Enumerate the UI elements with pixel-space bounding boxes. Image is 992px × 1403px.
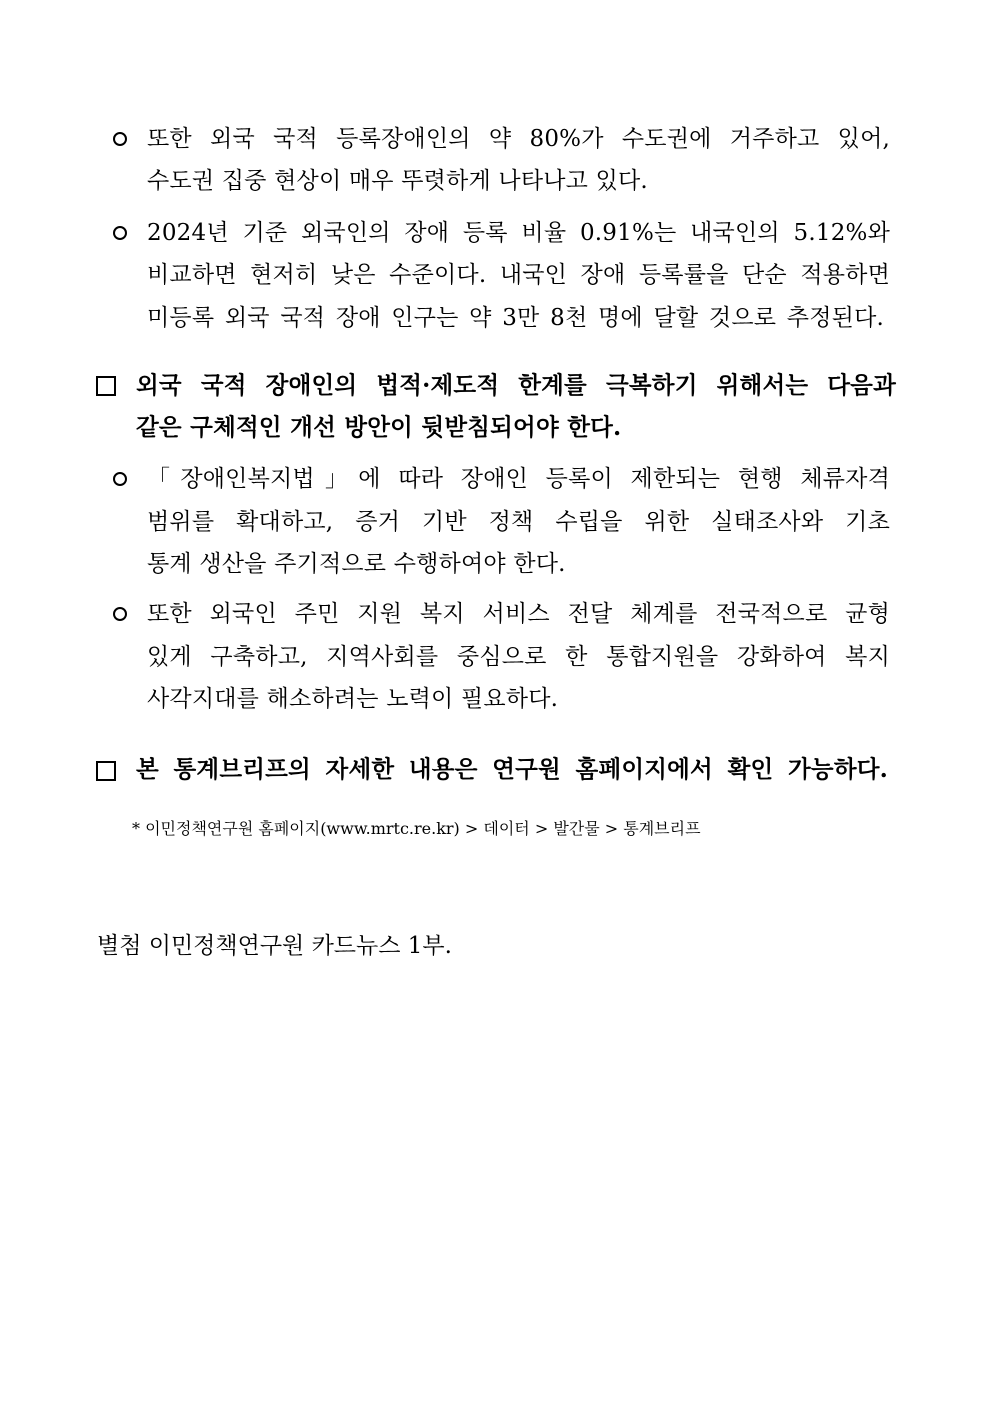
square-bullet-icon [96,761,116,781]
bullet-line: 「장애인복지법」에 따라 장애인 등록이 제한되는 현행 체류자격 [147,466,890,492]
circle-bullet-icon [113,472,127,486]
bullet-line: 2024년 기준 외국인의 장애 등록 비율 0.91%는 내국인의 5.12%와 [147,220,890,246]
bullet-line: 범위를 확대하고, 증거 기반 정책 수립을 위한 실태조사와 기초 [147,509,890,535]
bullet-line: 미등록 외국 국적 장애 인구는 약 3만 8천 명에 달할 것으로 추정된다. [147,305,884,331]
bullet-line: 또한 외국 국적 등록장애인의 약 80%가 수도권에 거주하고 있어, [147,126,890,152]
section-heading: 외국 국적 장애인의 법적·제도적 한계를 극복하기 위해서는 다음과 [136,371,896,399]
bullet-line: 있게 구축하고, 지역사회를 중심으로 한 통합지원을 강화하여 복지 [147,644,890,670]
circle-bullet-icon [113,607,127,621]
attachment-line: 별첨 이민정책연구원 카드뉴스 1부. [97,933,452,959]
bullet-line: 통계 생산을 주기적으로 수행하여야 한다. [147,551,566,577]
section-heading: 같은 구체적인 개선 방안이 뒷받침되어야 한다. [136,413,622,441]
bullet-line: 또한 외국인 주민 지원 복지 서비스 전달 체계를 전국적으로 균형 [147,601,890,627]
bullet-line: 비교하면 현저히 낮은 수준이다. 내국인 장애 등록률을 단순 적용하면 [147,262,890,288]
square-bullet-icon [96,376,116,396]
section-heading: 본 통계브리프의 자세한 내용은 연구원 홈페이지에서 확인 가능하다. [136,755,888,783]
bullet-line: 사각지대를 해소하려는 노력이 필요하다. [147,686,559,712]
bullet-line: 수도권 집중 현상이 매우 뚜렷하게 나타나고 있다. [147,168,648,194]
homepage-note: * 이민정책연구원 홈페이지(www.mrtc.re.kr) > 데이터 > 발간물 > 통계브리프 [132,819,701,838]
circle-bullet-icon [113,226,127,240]
circle-bullet-icon [113,132,127,146]
